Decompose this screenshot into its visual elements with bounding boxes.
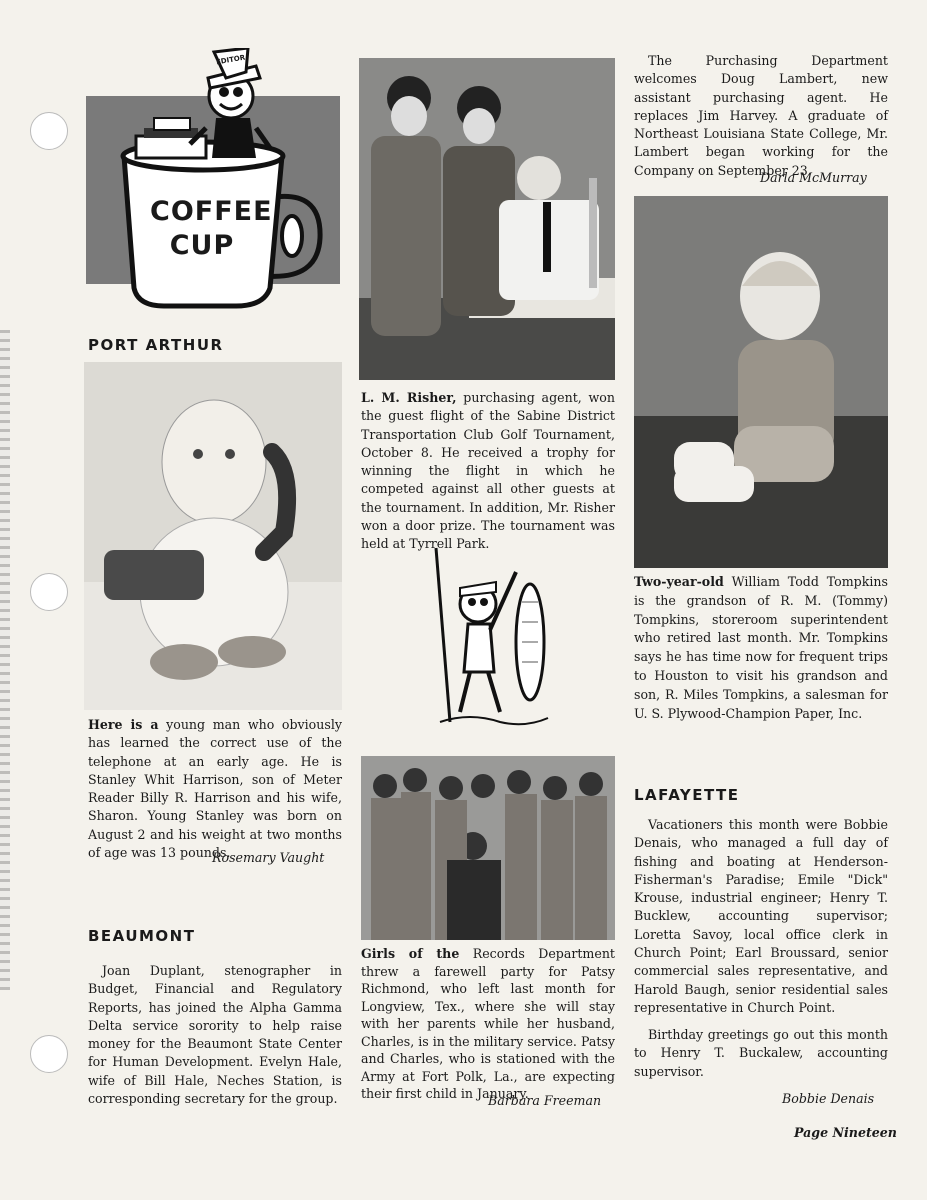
- binder-hole: [30, 573, 68, 611]
- caption-body: Records Department threw a farewell party for Patsy Richmond, who left last month for Longview, Tex., where she will stay with her parents while her husband, Charles, is in the military service. Patsy and Charles, who is stationed with the Army at Fort Polk, La., are expecting their first child in January.: [361, 946, 615, 1101]
- coffee-cup-logo: [86, 48, 342, 310]
- mug-title-line2: CUP: [169, 230, 235, 261]
- lafayette-heading: LAFAYETTE: [634, 786, 740, 804]
- binder-hole: [30, 112, 68, 150]
- records-caption: [361, 945, 615, 1103]
- beaumont-heading: BEAUMONT: [88, 927, 196, 945]
- scan-edge: [0, 330, 10, 990]
- port-arthur-signature: Rosemary Vaught: [212, 850, 325, 865]
- purchasing-signature: Darla McMurray: [760, 170, 867, 185]
- records-department-photo: [361, 756, 615, 940]
- risher-trophy-photo: [359, 58, 615, 380]
- mug-title-line1: COFFEE: [150, 196, 273, 227]
- page-number: Page Nineteen: [794, 1125, 897, 1140]
- caption-body: purchasing agent, won the guest flight of the Sabine District Transportation Club Golf Tournament, October 8. He received a trophy for winning the flight in which he competed against all other guests at the tournament. In addition, Mr. Risher won a door prize. The tournament was held at Tyrrell Park.: [361, 390, 615, 552]
- caption-lead: Girls of the: [361, 946, 460, 961]
- baby-telephone-photo: [84, 362, 342, 710]
- lafayette-text-2: Birthday greetings go out this month to Henry T. Buckalew, accounting supervisor.: [634, 1027, 888, 1079]
- tompkins-caption: [634, 573, 888, 723]
- tompkins-toddler-photo: [634, 196, 888, 568]
- caption-body: William Todd Tompkins is the grandson of R. M. (Tommy) Tompkins, storeroom superintendent who retired last month. Mr. Tompkins says he has time now for frequent trips to Houston to visit his grandson and son, R. Miles Tompkins, a salesman for U. S. Plywood-Champion Paper, Inc.: [634, 574, 888, 721]
- port-arthur-caption: [88, 716, 342, 862]
- hat-text: EDITOR: [215, 53, 246, 67]
- caption-lead: Here is a: [88, 717, 159, 732]
- port-arthur-heading: PORT ARTHUR: [88, 336, 224, 354]
- beaumont-text: Joan Duplant, stenographer in Budget, Financial and Regulatory Reports, has joined the Alpha Gamma Delta service sorority to help raise money for the Beaumont State Center for Human Development. Evelyn Hale, wife of Bill Hale, Neches Station, is corresponding secretary for the group.: [88, 963, 342, 1107]
- records-signature: Barbara Freeman: [488, 1093, 602, 1108]
- caption-lead: Two-year-old: [634, 574, 724, 589]
- caption-lead: L. M. Risher,: [361, 390, 457, 405]
- lafayette-text-1: Vacationers this month were Bobbie Denais, who managed a full day of fishing and boating at Henderson-Fisherman's Paradise; Emile "Dick" Krouse, industrial engineer; Henry T. Bucklew, accounting supervisor; Loretta Savoy, local office clerk in Church Point; Earl Broussard, senior commercial sales representative, and Harold Baugh, senior residential sales representative in Church Point.: [634, 817, 888, 1015]
- purchasing-text: The Purchasing Department welcomes Doug Lambert, new assistant purchasing agent. He replaces Jim Harvey. A graduate of Northeast Louisiana State College, Mr. Lambert began working for the Company on September 23.: [634, 53, 888, 178]
- lafayette-signature: Bobbie Denais: [782, 1091, 875, 1106]
- binder-hole: [30, 1035, 68, 1073]
- caption-body: young man who obviously has learned the correct use of the telephone at an early age. He is Stanley Whit Harrison, son of Meter Reader Billy R. Harrison and his wife, Sharon. Young Stanley was born on August 2 and his weight at two months of age was 13 pounds.: [88, 717, 342, 861]
- risher-caption: [361, 389, 615, 554]
- fisherman-cartoon: [430, 542, 554, 730]
